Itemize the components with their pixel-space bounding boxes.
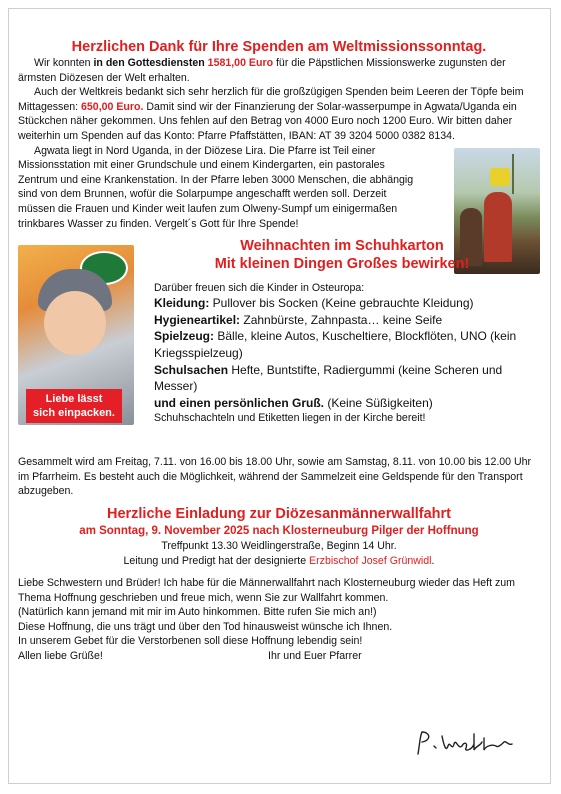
list-item xyxy=(154,328,540,361)
sign-off xyxy=(18,649,540,664)
item-label: Schulsachen xyxy=(154,362,229,377)
shoebox-subtitle: Mit kleinen Dingen Großes bewirken! xyxy=(214,256,470,273)
text: . xyxy=(431,554,435,567)
shoebox-list xyxy=(154,281,540,425)
letter-line: Liebe Schwestern und Brüder! Ich habe für die Männerwallfahrt nach Klosterneuburg wieder das Heft zum Thema Hoffnung geschrieben und freue mich, wenn Sie zur Wallfahrt kommen. xyxy=(18,577,516,604)
item-label: Hygieneartikel: xyxy=(154,312,241,327)
shoebox-intro: Darüber freuen sich die Kinder in Osteuropa: xyxy=(154,282,365,295)
banner-line: Liebe lässt xyxy=(45,393,103,406)
text: Auch der Weltkreis bedankt sich sehr herzlich für die großzügigen Spenden beim Leeren der Töpfe beim Mittagessen: xyxy=(18,86,524,113)
amount-mission: 1581,00 Euro xyxy=(207,57,274,69)
item-text: Pullover bis Socken (Keine gebrauchte Kleidung) xyxy=(209,296,474,311)
list-item xyxy=(154,362,540,395)
palm-tree-shape xyxy=(512,154,538,194)
thanks-title: Herzlichen Dank für Ihre Spenden am Weltmissionssonntag. xyxy=(71,39,487,55)
greeting: Allen liebe Grüße! xyxy=(18,650,103,663)
pastor-letter xyxy=(18,576,540,664)
shoebox-title: Weihnachten im Schuhkarton xyxy=(240,238,444,255)
pilgrimage-section xyxy=(18,505,540,568)
letter-line: (Natürlich kann jemand mit mir im Auto hinkommen. Bitte rufen Sie mich an!) xyxy=(18,606,377,619)
banner-line: sich einpacken. xyxy=(33,407,115,420)
shoebox-titles xyxy=(144,237,540,273)
meeting-point: Treffpunkt 13.30 Weidlingerstraße, Beginn 14 Uhr. xyxy=(161,539,397,552)
missions-section xyxy=(18,56,540,231)
child-face-shape xyxy=(44,291,106,355)
amount-weltkreis: 650,00 Euro. xyxy=(81,100,144,113)
text: für die Päpstlichen Missionswerke zugunsten der ärmsten Diözesen der Welt erhalten. xyxy=(18,57,506,84)
shoebox-child-photo xyxy=(18,245,134,425)
letter-line: In unserem Gebet für die Verstorbenen soll diese Hoffnung lebendig sein! xyxy=(18,635,363,648)
list-item xyxy=(154,312,540,329)
pilgrimage-title: Herzliche Einladung zur Diözesanmännerwallfahrt xyxy=(106,505,452,522)
item-label: Kleidung: xyxy=(154,296,210,311)
item-text: Hefte, Buntstifte, Radiergummi (keine Scheren und Messer) xyxy=(154,362,503,394)
item-label: Spielzeug: xyxy=(154,329,215,344)
shoebox-section xyxy=(18,237,540,455)
collection-times: Gesammelt wird am Freitag, 7.11. von 16.00 bis 18.00 Uhr, sowie am Samstag, 8.11. von 10.00 bis 12.00 Uhr im Pfarrheim. Es besteht auch die Möglichkeit, während der Sammelzeit eine Geldspende für den Transport abzugeben. xyxy=(18,456,532,498)
pastor-signature xyxy=(412,728,522,758)
text-bold: in den Gottesdiensten xyxy=(93,57,208,69)
letter-line: Diese Hoffnung, die uns trägt und über den Tod hinausweist wünsche ich Ihnen. xyxy=(18,620,393,633)
pilgrimage-date: am Sonntag, 9. November 2025 nach Klosterneuburg Pilger der Hoffnung xyxy=(79,524,479,537)
shoebox-banner xyxy=(26,389,122,423)
text: Damit sind wir der Finanzierung der Solar-wasserpumpe in Agwata/Uganda ein Stückchen näher gekommen. Uns fehlen auf den Betrag von 4000 Euro noch 1200 Euro. Wir bitten daher weiterhin um Spenden auf das Konto: Pfarre Pfaffstätten, IBAN: AT 39 3204 5000 0382 8134. xyxy=(18,100,517,142)
newsletter-content xyxy=(18,38,540,664)
archbishop-name: Erzbischof Josef Grünwidl xyxy=(309,554,432,567)
item-text: Zahnbürste, Zahnpasta… keine Seife xyxy=(240,312,443,327)
item-text: (Keine Süßigkeiten) xyxy=(324,395,433,410)
list-item xyxy=(154,295,540,312)
yellow-bucket-shape xyxy=(490,168,510,186)
donation-paragraph-1 xyxy=(18,56,540,85)
list-item xyxy=(154,395,540,412)
agwata-paragraph: Agwata liegt in Nord Uganda, in der Diözese Lira. Die Pfarre ist Teil einer Missionsstation mit einer Grundschule und einem Kindergarten, ein pastorales Zentrum und eine Krankenstation. In der Pfarre leben 3000 Menschen, die abhängig sind von dem Brunnen, wofür die Solarpumpe angeschafft werden soll. Derzeit müssen die Frauen und Kinder weit laufen zum Olweny-Sumpf um einigermaßen trinkbares Wasser zu finden. Vergelt´s Gott für Ihre Spende! xyxy=(18,144,414,230)
shoebox-note: Schuhschachteln und Etiketten liegen in der Kirche bereit! xyxy=(154,412,426,425)
pastor-signoff: Ihr und Euer Pfarrer xyxy=(268,650,362,663)
item-text: Bälle, kleine Autos, Kuscheltiere, Blockflöten, UNO (kein Kriegsspielzeug) xyxy=(154,329,517,360)
item-label: und einen persönlichen Gruß. xyxy=(154,395,325,410)
text: Wir konnten xyxy=(34,57,94,69)
text: Leitung und Predigt hat der designierte xyxy=(123,554,310,567)
donation-paragraph-2 xyxy=(18,85,540,143)
leadership-line xyxy=(18,554,540,569)
